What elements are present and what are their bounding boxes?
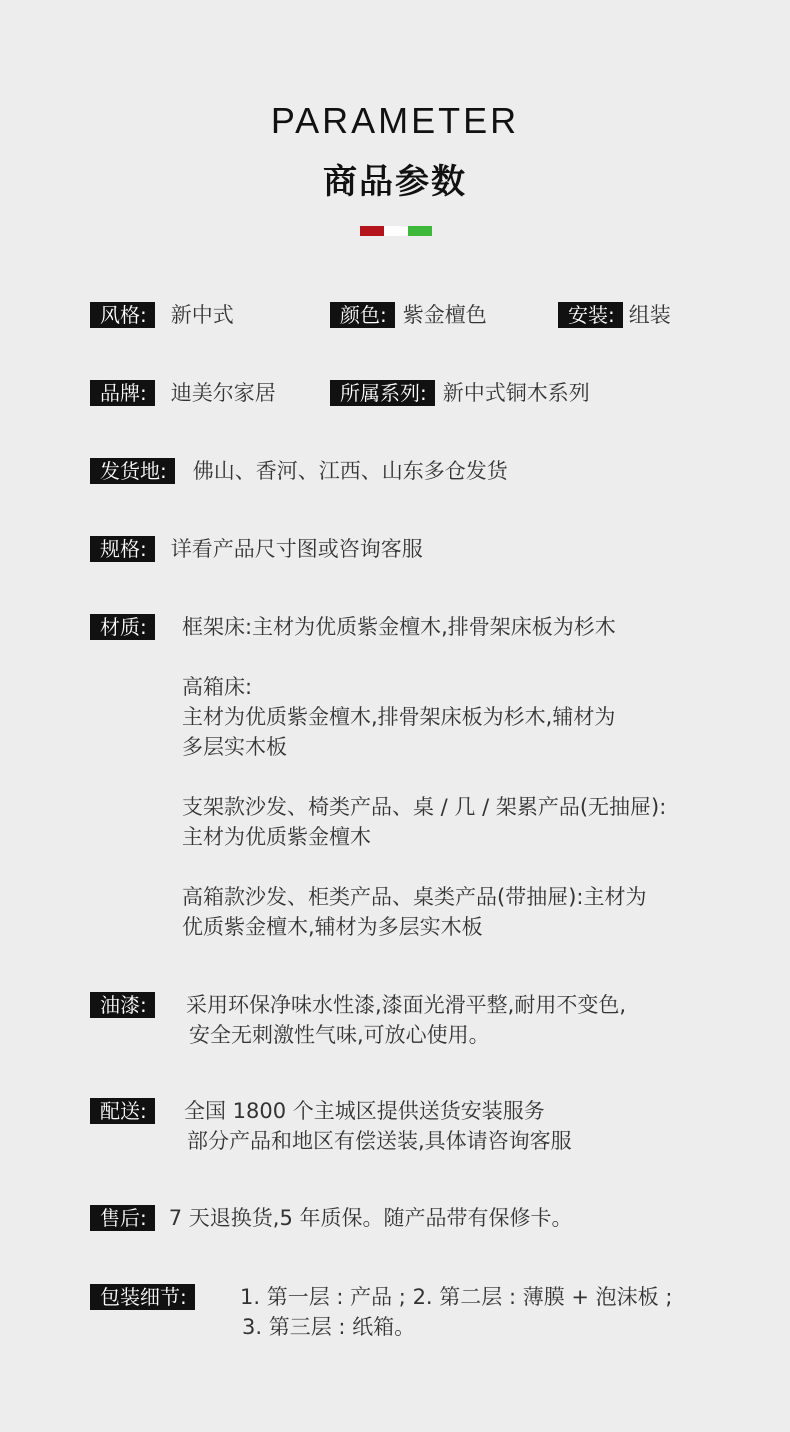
spec-value: 详看产品尺寸图或咨询客服 — [170, 537, 423, 561]
ship-row — [90, 456, 508, 486]
flag-green-bar — [408, 226, 432, 236]
aftersale-row — [90, 1203, 573, 1233]
series-label: 所属系列: — [330, 380, 435, 406]
aftersale-value: 7 天退换货,5 年质保。随产品带有保修卡。 — [168, 1206, 573, 1230]
tricolor-divider — [360, 226, 432, 236]
material-line: 高箱款沙发、柜类产品、桌类产品(带抽屉):主材为 — [182, 885, 647, 909]
brand-label: 品牌: — [90, 380, 155, 406]
material-line: 框架床:主材为优质紫金檀木,排骨架床板为杉木 — [182, 615, 616, 639]
delivery-line: 全国 1800 个主城区提供送货安装服务 — [184, 1099, 545, 1123]
material-row — [90, 612, 155, 640]
install-label: 安装: — [558, 302, 623, 328]
brand-row — [90, 378, 276, 408]
flag-red-bar — [360, 226, 384, 236]
style-value: 新中式 — [170, 303, 234, 327]
aftersale-label: 售后: — [90, 1205, 155, 1231]
material-label: 材质: — [90, 614, 155, 640]
series-row — [330, 378, 590, 408]
material-line: 高箱床: — [182, 675, 253, 699]
style-row — [90, 300, 234, 330]
material-line: 主材为优质紫金檀木 — [182, 825, 371, 849]
delivery-row — [90, 1096, 155, 1124]
delivery-line: 部分产品和地区有偿送装,具体请咨询客服 — [187, 1129, 572, 1153]
page-title-en: PARAMETER — [270, 100, 520, 141]
series-value: 新中式铜木系列 — [442, 381, 590, 405]
paint-row — [90, 990, 155, 1018]
ship-value: 佛山、香河、江西、山东多仓发货 — [192, 459, 508, 483]
color-row — [330, 300, 487, 330]
paint-line: 采用环保净味水性漆,漆面光滑平整,耐用不变色, — [186, 993, 627, 1017]
material-line: 多层实木板 — [182, 735, 287, 759]
page-title-zh: 商品参数 — [323, 162, 467, 202]
packaging-line: 1. 第一层 : 产品 ; 2. 第二层 : 薄膜 + 泡沫板 ; — [240, 1285, 673, 1309]
material-line: 主材为优质紫金檀木,排骨架床板为杉木,辅材为 — [182, 705, 616, 729]
color-value: 紫金檀色 — [402, 303, 487, 327]
flag-white-bar — [384, 226, 408, 236]
ship-label: 发货地: — [90, 458, 175, 484]
paint-line: 安全无刺激性气味,可放心使用。 — [189, 1023, 490, 1047]
brand-value: 迪美尔家居 — [170, 381, 276, 405]
color-label: 颜色: — [330, 302, 395, 328]
packaging-label: 包装细节: — [90, 1284, 195, 1310]
packaging-line: 3. 第三层 : 纸箱。 — [242, 1315, 416, 1339]
delivery-label: 配送: — [90, 1098, 155, 1124]
spec-label: 规格: — [90, 536, 155, 562]
paint-label: 油漆: — [90, 992, 155, 1018]
material-line: 优质紫金檀木,辅材为多层实木板 — [182, 915, 483, 939]
install-value: 组装 — [628, 303, 671, 327]
install-row — [558, 300, 671, 330]
style-label: 风格: — [90, 302, 155, 328]
material-line: 支架款沙发、椅类产品、桌 / 几 / 架累产品(无抽屉): — [182, 795, 667, 819]
packaging-row — [90, 1282, 195, 1310]
spec-row — [90, 534, 423, 564]
